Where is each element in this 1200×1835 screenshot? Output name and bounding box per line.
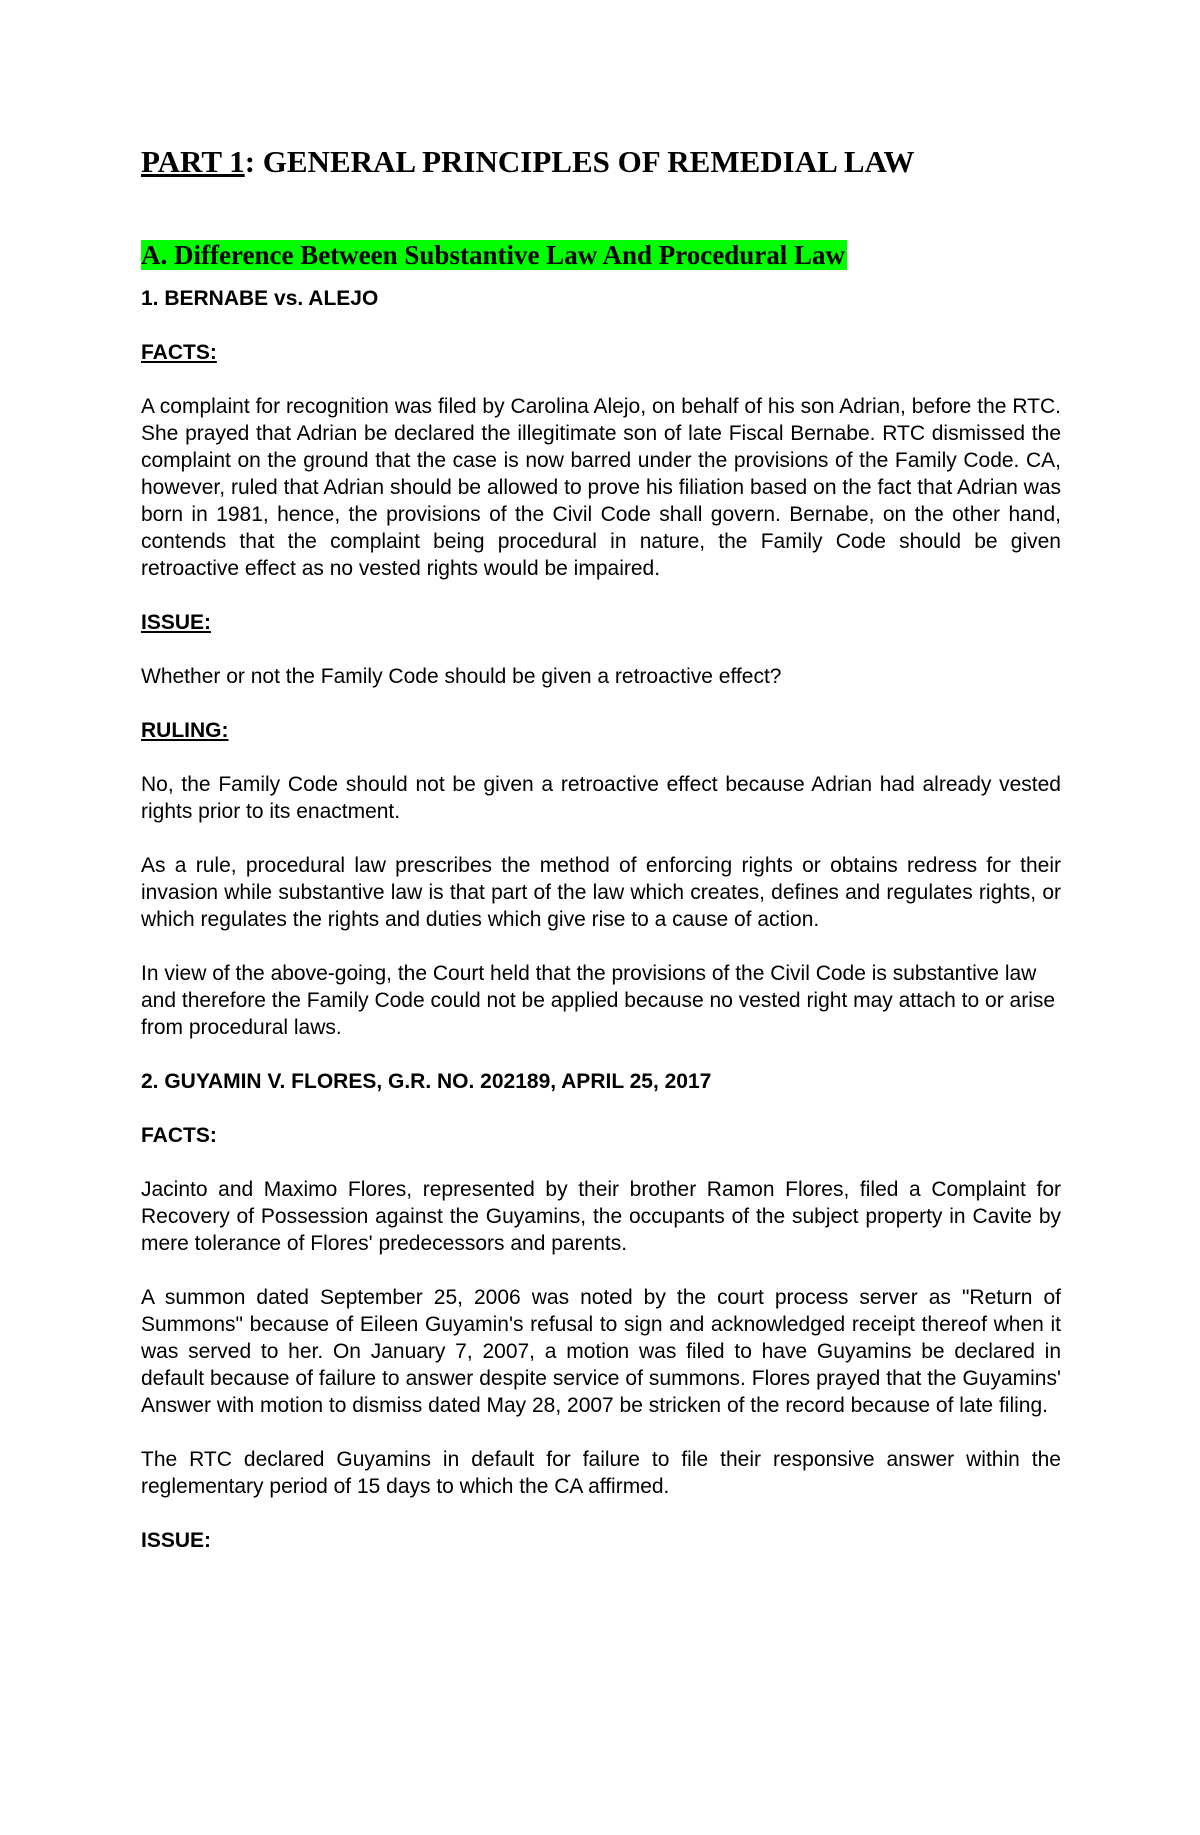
case1-heading: 1. BERNABE vs. ALEJO bbox=[141, 287, 379, 310]
title-part-label: PART 1 bbox=[141, 144, 245, 179]
case1-facts-label: FACTS: bbox=[141, 341, 217, 364]
case1-facts-text: A complaint for recognition was filed by Carolina Alejo, on behalf of his son Adrian, before the RTC. She prayed that Adrian be declared the illegitimate son of late Fiscal Bernabe. RTC dismissed the complaint on the ground that the case is now barred under the provisions of the Family Code. CA, however, ruled that Adrian should be allowed to prove his filiation based on the fact that Adrian was born in 1981, hence, the provisions of the Civil Code shall govern. Bernabe, on the other hand, contends that the complaint being procedural in nature, the Family Code should be given retroactive effect as no vested rights would be impaired. bbox=[141, 395, 1061, 580]
section-a-heading bbox=[141, 238, 1061, 272]
title-rest: : GENERAL PRINCIPLES OF REMEDIAL LAW bbox=[244, 144, 915, 179]
case1-ruling-label: RULING: bbox=[141, 719, 229, 742]
case1-ruling-paragraph-1: No, the Family Code should not be given a retroactive effect because Adrian had already vested rights prior to its enactment. bbox=[141, 773, 1061, 823]
case1-issue-text: Whether or not the Family Code should be given a retroactive effect? bbox=[141, 665, 782, 688]
case1-ruling-paragraph-2: As a rule, procedural law prescribes the method of enforcing rights or obtains redress for their invasion while substantive law is that part of the law which creates, defines and regulates rights, or which regulates the rights and duties which give rise to a cause of action. bbox=[141, 854, 1061, 931]
page-title bbox=[141, 143, 1061, 181]
case2-heading: 2. GUYAMIN V. FLORES, G.R. NO. 202189, APRIL 25, 2017 bbox=[141, 1070, 712, 1093]
case1-issue-label: ISSUE: bbox=[141, 611, 212, 634]
section-a-highlight: A. Difference Between Substantive Law And Procedural Law bbox=[141, 240, 845, 270]
case2-facts-paragraph-2: A summon dated September 25, 2006 was noted by the court process server as "Return of Summons" because of Eileen Guyamin's refusal to sign and acknowledged receipt thereof when it was served to her. On January 7, 2007, a motion was filed to have Guyamins be declared in default because of failure to answer despite service of summons. Flores prayed that the Guyamins' Answer with motion to dismiss dated May 28, 2007 be stricken of the record because of late filing. bbox=[141, 1286, 1061, 1417]
case2-facts-paragraph-1: Jacinto and Maximo Flores, represented by their brother Ramon Flores, filed a Complaint for Recovery of Possession against the Guyamins, the occupants of the subject property in Cavite by mere tolerance of Flores' predecessors and parents. bbox=[141, 1178, 1061, 1255]
case2-facts-label: FACTS: bbox=[141, 1124, 217, 1147]
case2-issue-label: ISSUE: bbox=[141, 1529, 212, 1552]
case1-ruling-paragraph-3: In view of the above-going, the Court held that the provisions of the Civil Code is substantive law and therefore the Family Code could not be applied because no vested right may attach to or arise from procedural laws. bbox=[141, 962, 1056, 1039]
case2-facts-paragraph-3: The RTC declared Guyamins in default for failure to file their responsive answer within the reglementary period of 15 days to which the CA affirmed. bbox=[141, 1448, 1061, 1498]
